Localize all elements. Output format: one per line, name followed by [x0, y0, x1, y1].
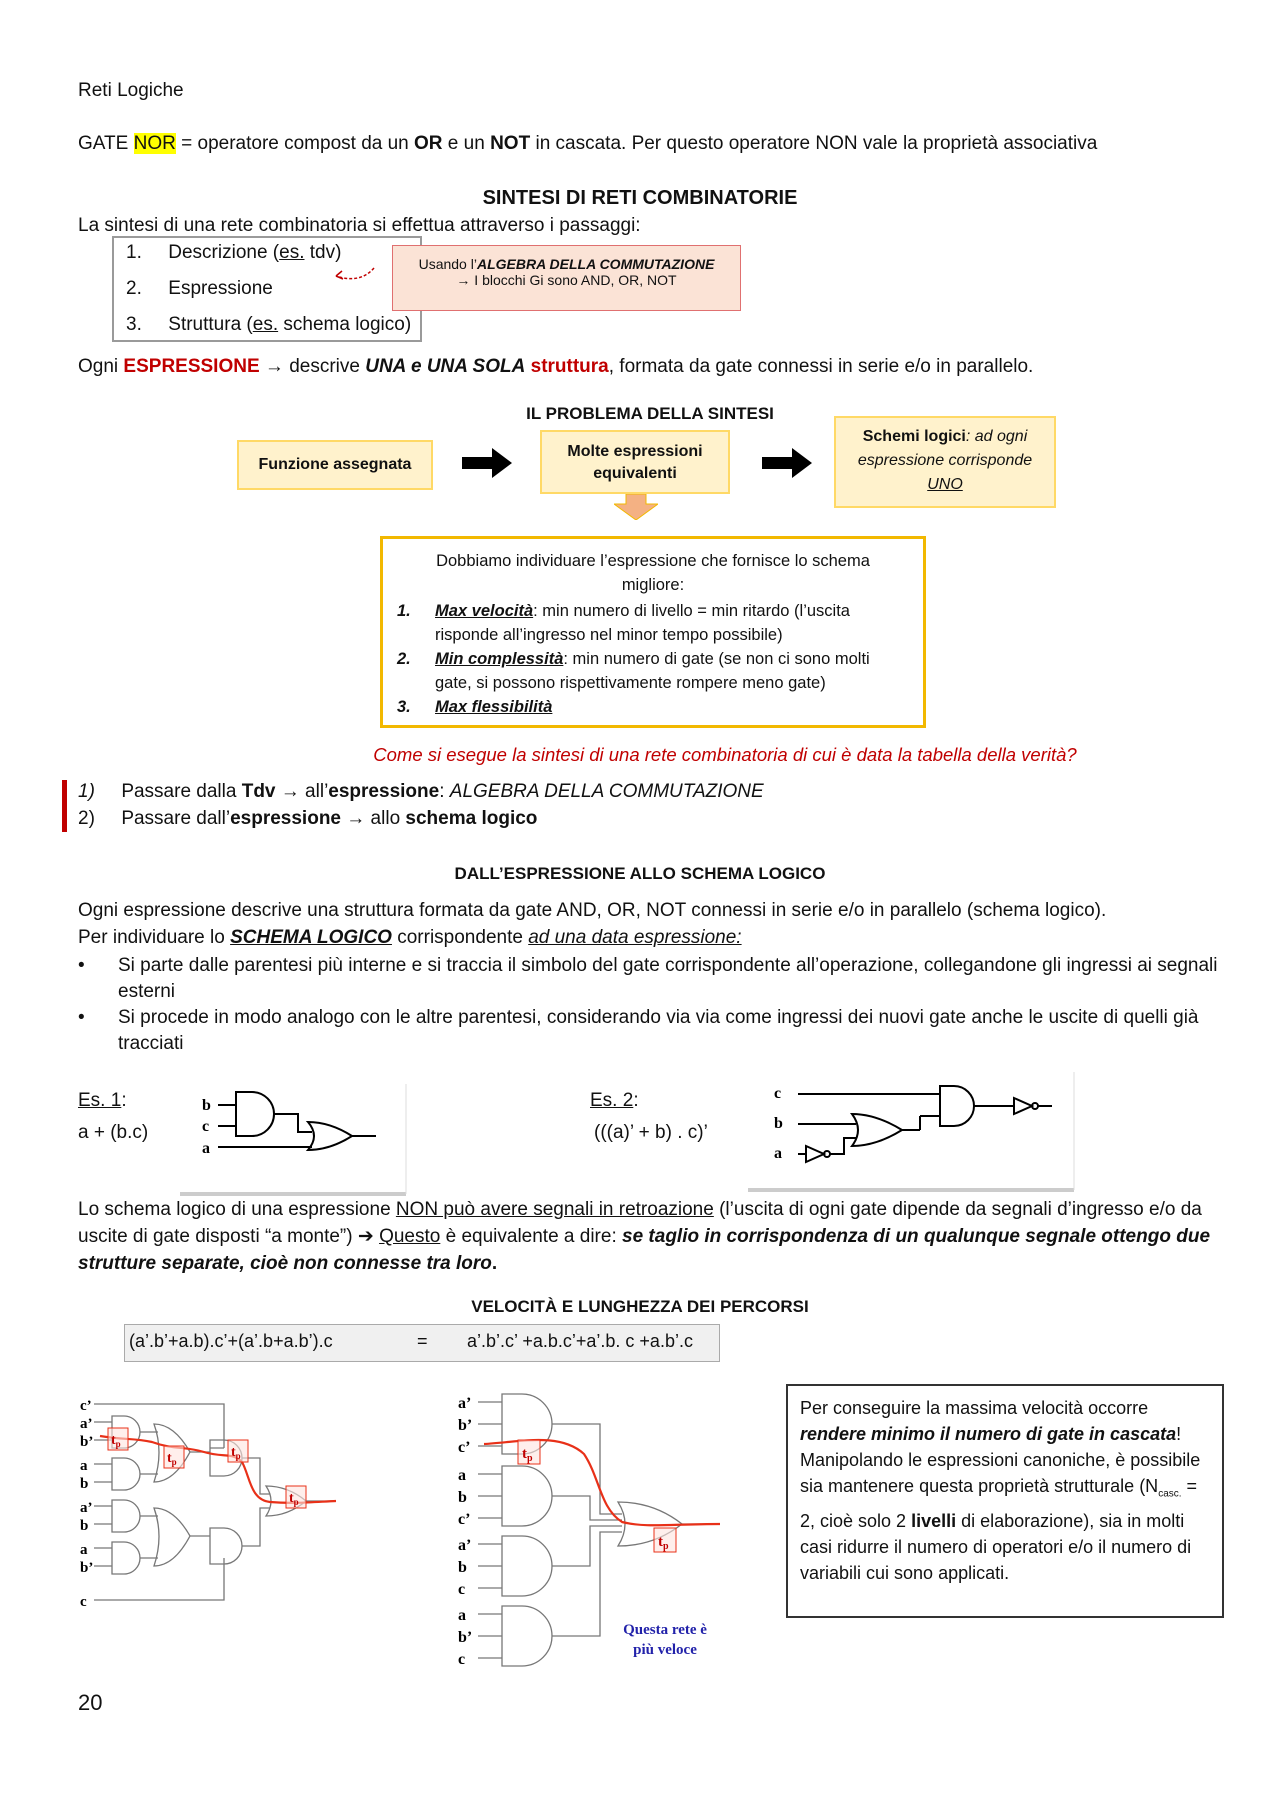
input-label: b’ — [458, 1417, 473, 1434]
es2-circuit — [748, 1070, 1078, 1194]
input-label: a’ — [458, 1395, 472, 1412]
and-gate-icon — [210, 1528, 242, 1564]
dall-p1: Ogni espressione descrive una struttura formata da gate AND, OR, NOT connessi in serie e/o in parallelo (schema logico). — [78, 900, 1107, 921]
box-espressioni: Molte espressioni equivalenti — [540, 430, 730, 494]
and-gate-icon — [502, 1536, 552, 1596]
input-label: a — [458, 1607, 466, 1624]
es1-circuit — [180, 1080, 410, 1198]
input-label: b — [458, 1559, 467, 1576]
svg-text:tp: $t_p$ — [111, 1433, 121, 1449]
svg-text:tp: $t_p$ — [658, 1534, 669, 1552]
arrow-right-icon — [462, 448, 514, 478]
steps-box — [112, 236, 422, 342]
expr-left: (a’.b’+a.b).c’+(a’.b+a.b’).c — [129, 1331, 333, 1351]
retroazione-paragraph: Lo schema logico di una espressione NON può avere segnali in retroazione (l’uscita di ogni gate dipende da segnali d’ingresso e/o da uscite di gate disposti “a monte”) ➔ Questo è equivalente a dire: se taglio in corrispondenza di un qualunque segnale ottengo due strutture separate, cioè non connesse tra loro. — [78, 1199, 1211, 1274]
arrow-right-icon — [762, 448, 814, 478]
and-gate-icon — [940, 1086, 974, 1126]
nor-definition: GATE NOR = operatore compost da un OR e un NOT in cascata. Per questo operatore NON vale la proprietà associativa — [78, 133, 1098, 154]
detail-item: 1. Max velocità: min numero di livello = min ritardo (l’uscita risponde all’ingresso nel minor tempo possibile) — [397, 602, 850, 644]
input-label: a — [80, 1542, 88, 1558]
algebra-callout: Usando l’ALGEBRA DELLA COMMUTAZIONE → I blocchi Gi sono AND, OR, NOT — [392, 245, 741, 311]
detail-intro: Dobbiamo individuare l’espressione che fornisce lo schema migliore: — [436, 552, 870, 594]
section-title-problema: IL PROBLEMA DELLA SINTESI — [526, 404, 774, 423]
section-title-dall: DALL’ESPRESSIONE ALLO SCHEMA LOGICO — [454, 864, 826, 883]
or-gate-icon — [308, 1122, 352, 1150]
input-label: c — [458, 1581, 466, 1598]
and-gate-icon — [112, 1542, 140, 1574]
arrow-down-icon — [614, 494, 658, 520]
es1-input-label: b — [202, 1097, 211, 1114]
es1-label: Es. 1: — [78, 1090, 127, 1111]
bullet-item: • Si parte dalle parentesi più interne e si traccia il simbolo del gate corrispondente all’operazione, collegandone gli ingressi ai segnali esterni — [78, 955, 1218, 1002]
svg-text:tp: $t_p$ — [231, 1445, 241, 1461]
input-label: b — [80, 1476, 89, 1492]
es2-input-label: b — [774, 1115, 783, 1132]
not-gate-icon — [1014, 1098, 1032, 1114]
and-gate-icon — [112, 1458, 140, 1490]
faster-label: Questa rete è più veloce — [623, 1622, 707, 1658]
detail-item: 2. Min complessità: min numero di gate (se non ci sono molti gate, si possono rispettivamente rompere meno gate) — [397, 650, 870, 692]
and-gate-icon — [112, 1500, 140, 1532]
input-label: b — [458, 1489, 467, 1506]
detail-box — [380, 536, 926, 728]
input-label: b’ — [458, 1629, 473, 1646]
input-label: a’ — [458, 1537, 472, 1554]
and-gate-icon — [236, 1092, 274, 1136]
es2-label: Es. 2: — [590, 1090, 639, 1111]
svg-text:tp: $t_p$ — [522, 1446, 533, 1464]
page-header: Reti Logiche — [78, 80, 184, 101]
box-schemi: Schemi logici: ad ogni espressione corrisponde UNO — [834, 416, 1056, 508]
input-label: a — [458, 1467, 466, 1484]
input-label: c — [80, 1594, 87, 1610]
section-title-sintesi: SINTESI DI RETI COMBINATORIE — [482, 187, 798, 209]
sintesi-intro: La sintesi di una rete combinatoria si effettua attraverso i passaggi: — [78, 215, 641, 236]
svg-text:tp: $t_p$ — [167, 1451, 177, 1467]
circuit-slow — [74, 1390, 354, 1616]
detail-item: 3. Max flessibilità — [397, 698, 553, 716]
svg-text:tp: $t_p$ — [289, 1491, 299, 1507]
dall-p2: Per individuare lo SCHEMA LOGICO corrispondente ad una data espressione: — [78, 927, 742, 948]
input-label: b’ — [80, 1560, 94, 1576]
es1-input-label: c — [202, 1118, 210, 1135]
page-number: 20 — [78, 1690, 103, 1715]
input-label: c — [458, 1651, 466, 1668]
input-label: c’ — [458, 1439, 471, 1456]
bullet-item: • Si procede in modo analogo con le altre parentesi, considerando via via come ingressi dei nuovi gate anche le uscite di quelli già tracciati — [78, 1007, 1199, 1054]
input-label: a — [80, 1458, 88, 1474]
es1-expression: a + (b.c) — [78, 1122, 149, 1143]
expression-box — [124, 1324, 720, 1362]
box-funzione: Funzione assegnata — [237, 440, 433, 490]
es1-input-label: a — [202, 1140, 210, 1157]
and-gate-icon — [502, 1466, 552, 1526]
expr-eq: = — [417, 1331, 428, 1351]
es2-input-label: a — [774, 1145, 782, 1162]
input-label: b — [80, 1518, 89, 1534]
dall-bullets — [78, 953, 1228, 1057]
input-label: a’ — [80, 1416, 93, 1432]
step-item: 3. Struttura (es. schema logico) — [126, 314, 412, 335]
section-title-velocita: VELOCITÀ E LUNGHEZZA DEI PERCORSI — [471, 1297, 809, 1316]
input-label: b’ — [80, 1434, 94, 1450]
input-label: c’ — [458, 1511, 471, 1528]
passaggio-1: 1) Passare dalla Tdv → all’espressione: ALGEBRA DELLA COMMUTAZIONE — [78, 781, 764, 802]
or-gate-icon — [852, 1114, 902, 1146]
input-label: a’ — [80, 1500, 93, 1516]
step-item: 1. Descrizione (es. tdv) — [126, 242, 342, 263]
and-gate-icon — [502, 1606, 552, 1666]
es2-input-label: c — [774, 1085, 782, 1102]
step-item: 2. Espressione — [126, 278, 273, 299]
es2-expression: (((a)’ + b) . c)’ — [594, 1122, 708, 1143]
or-gate-icon — [154, 1508, 190, 1566]
curved-arrow-icon — [330, 262, 380, 286]
expr-right: a’.b’.c’ +a.b.c’+a’.b. c +a.b’.c — [467, 1331, 693, 1351]
input-label: c’ — [80, 1398, 92, 1414]
not-gate-icon — [806, 1146, 824, 1162]
question: Come si esegue la sintesi di una rete combinatoria di cui è data la tabella della verità? — [373, 744, 1077, 765]
red-margin-bar — [62, 780, 67, 832]
passaggio-2: 2) Passare dall’espressione → allo schema logico — [78, 808, 538, 829]
note-box: Per conseguire la massima velocità occorre rendere minimo il numero di gate in cascata! Manipolando le espressioni canoniche, è possibile sia mantenere questa proprietà strutturale ($N_{casc.} = 2$, cioè solo 2 livelli di elaborazione), sia in molti casi ridurre il numero di operatori e/o il numero di variabili cui sono applicati. — [786, 1384, 1224, 1618]
espressione-statement: Ogni ESPRESSIONE → descrive UNA e UNA SOLA struttura, formata da gate connessi in serie e/o in parallelo. — [78, 356, 1034, 377]
